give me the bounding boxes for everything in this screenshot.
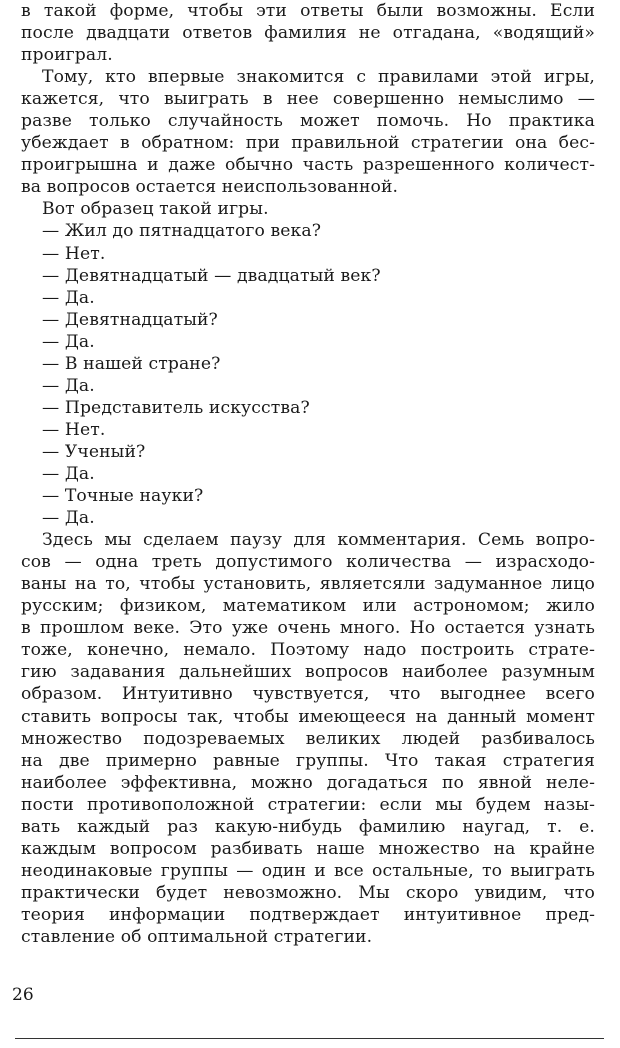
page-number: 26 bbox=[12, 985, 34, 1005]
text-line: ваны на то, чтобы установить, являетсяли задуманное лицо bbox=[21, 574, 595, 595]
text-line: после двадцати ответов фамилия не отгадана, «водящий» bbox=[21, 23, 595, 44]
text-line: разве только случайность может помочь. Но практика bbox=[21, 111, 595, 132]
text-line: — Девятнадцатый? bbox=[42, 309, 218, 330]
text-line: ставление об оптимальной стратегии. bbox=[21, 926, 373, 947]
text-line: наиболее эффективна, можно догадаться по явной неле- bbox=[21, 772, 595, 793]
text-line: — В нашей стране? bbox=[42, 353, 221, 374]
text-line: русским; физиком, математиком или астрономом; жило bbox=[21, 596, 595, 617]
text-line: — Да. bbox=[42, 463, 95, 484]
text-line: Здесь мы сделаем паузу для комментария. Семь вопро- bbox=[42, 530, 595, 551]
text-line: ставить вопросы так, чтобы имеющееся на данный момент bbox=[21, 706, 595, 727]
text-line: — Представитель искусства? bbox=[42, 397, 310, 418]
text-line: — Да. bbox=[42, 287, 95, 308]
text-line: Вот образец такой игры. bbox=[42, 199, 269, 220]
text-line: — Нет. bbox=[42, 243, 106, 264]
text-line: пости противоположной стратегии: если мы будем назы- bbox=[21, 794, 595, 815]
text-line: каждым вопросом разбивать наше множество на крайне bbox=[21, 838, 595, 859]
text-line: сов — одна треть допустимого количества — израсходо- bbox=[21, 552, 595, 573]
text-line: неодинаковые группы — один и все остальные, то выиграть bbox=[21, 860, 595, 881]
text-line: — Да. bbox=[42, 375, 95, 396]
text-line: на две примерно равные группы. Что такая стратегия bbox=[21, 750, 595, 771]
text-line: образом. Интуитивно чувствуется, что выгоднее всего bbox=[21, 684, 595, 705]
text-line: проиграл. bbox=[21, 45, 113, 66]
text-line: — Нет. bbox=[42, 419, 106, 440]
text-line: тоже, конечно, немало. Поэтому надо построить страте- bbox=[21, 640, 595, 661]
text-line: — Точные науки? bbox=[42, 486, 204, 507]
text-line: — Ученый? bbox=[42, 441, 146, 462]
text-line: — Жил до пятнадцатого века? bbox=[42, 221, 322, 242]
page-body bbox=[21, 0, 595, 948]
text-line: гию задавания дальнейших вопросов наиболее разумным bbox=[21, 662, 595, 683]
text-line: кажется, что выиграть в нее совершенно немыслимо — bbox=[21, 89, 595, 110]
text-line: теория информации подтверждает интуитивное пред- bbox=[21, 904, 595, 925]
text-line: — Девятнадцатый — двадцатый век? bbox=[42, 265, 381, 286]
text-line: множество подозреваемых великих людей разбивалось bbox=[21, 728, 595, 749]
text-line: убеждает в обратном: при правильной стратегии она бес- bbox=[21, 133, 595, 154]
text-line: в прошлом веке. Это уже очень много. Но остается узнать bbox=[21, 618, 595, 639]
footer-rule bbox=[15, 1038, 604, 1039]
text-line: — Да. bbox=[42, 331, 95, 352]
text-line: Тому, кто впервые знакомится с правилами этой игры, bbox=[42, 67, 595, 88]
text-line: практически будет невозможно. Мы скоро увидим, что bbox=[21, 882, 595, 903]
text-line: проигрышна и даже обычно часть разрешенного количест- bbox=[21, 155, 595, 176]
text-line: вать каждый раз какую-нибудь фамилию наугад, т. е. bbox=[21, 816, 595, 837]
text-line: — Да. bbox=[42, 508, 95, 529]
text-line: ва вопросов остается неиспользованной. bbox=[21, 177, 399, 198]
text-line: в такой форме, чтобы эти ответы были возможны. Если bbox=[21, 1, 595, 21]
